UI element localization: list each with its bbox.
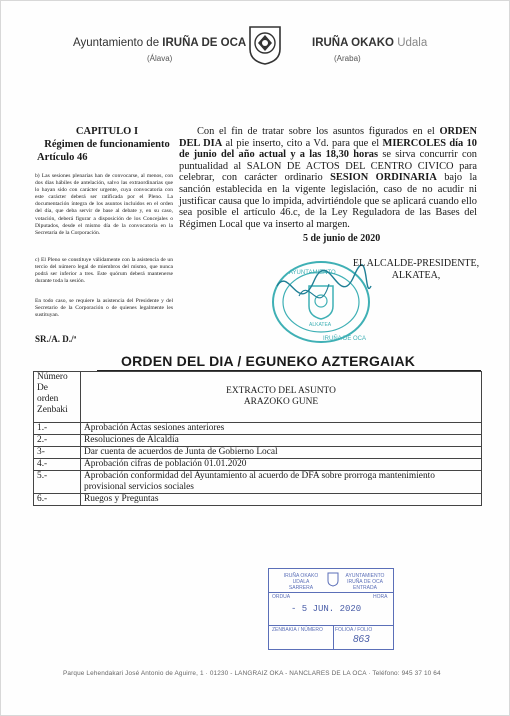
table-row [34, 435, 482, 447]
stamp-tl-1: IRUÑA OKAKO [283, 573, 319, 579]
row-number: 1.- [34, 423, 81, 435]
row-text: Aprobación cifras de población 01.01.2020 [81, 459, 482, 471]
row-number: 3- [34, 447, 81, 459]
header-orden: orden [37, 394, 59, 404]
body-part-3: al pie inserto, cito a Vd. para que el [222, 137, 383, 149]
body-part-4: MIERCOLES día 10 de junio del año actual y a las 18,30 horas [179, 137, 477, 161]
header-numero: Número [37, 372, 68, 382]
table-row [34, 494, 482, 506]
body-part-5: se sirva concurrir con puntualidad al SALON DE ACTOS DEL CENTRO CIVICO para celebrar, con carácter ordinario [179, 149, 478, 184]
header-left-sub: (Álava) [147, 54, 173, 63]
table-header-number [34, 372, 81, 423]
stamp-tr-1: AYUNTAMIENTO [345, 573, 385, 579]
stamp-tr-3: ENTRADA [353, 585, 377, 591]
header-left-name: IRUÑA DE OCA [162, 37, 247, 49]
alkatea-label: ALKATEA, [391, 270, 441, 281]
stamp-tl-3: SARRERA [288, 585, 314, 591]
stamp-divider-3 [333, 625, 334, 649]
stamp-tl-2: UDALA [292, 579, 310, 585]
articulo-title: Artículo 46 [37, 152, 88, 163]
paragraph-b: b) Las sesiones plenarias han de convocarse, al menos, con dos días hábiles de antelación, salvo las extraordinarias que lo hayan sido con carácter urgente, cuya convocatoria con este carácter deberá ser ratificada por el Pleno. La documentación íntegra de los asuntos incluidos en el orden del día, que deba servir de base al debate y, en su caso, votación, deberá figurar a disposición de los Concejales o Diputados, desde el mismo día de la convocatoria en la Secretaría de la Corporación. [35, 173, 173, 236]
paragraph-c: c) El Pleno se constituye válidamente con la asistencia de un tercio del número legal de miembros del mismo, que nunca podrá ser inferior a tres. Este quórum deberá mantenerse durante toda la sesión. [35, 257, 173, 285]
capitulo-title: CAPITULO I [75, 126, 139, 137]
row-text: Resoluciones de Alcaldía [81, 435, 482, 447]
stamp-top-right [339, 573, 391, 591]
stamp-hora: HORA [373, 594, 388, 600]
row-text: Aprobación Actas sesiones anteriores [81, 423, 482, 435]
stamp-date: - 5 JUN. 2020 [291, 604, 362, 614]
agenda-table [33, 371, 482, 506]
alcalde-label: EL ALCALDE-PRESIDENTE, [352, 258, 480, 269]
header-right-name: IRUÑA OKAKO [312, 37, 394, 49]
stamp-shield-icon [327, 572, 339, 587]
header-left-prefix: Ayuntamiento de [73, 37, 163, 49]
table-row [34, 471, 482, 494]
signature-block [351, 258, 481, 282]
row-number: 4.- [34, 459, 81, 471]
header-extracto: EXTRACTO DEL ASUNTO [226, 386, 336, 396]
paragraph-c2: En todo caso, se requiere la asistencia del Presidente y del Secretario de la Corporación o de quienes legalmente les sustituyan. [35, 298, 173, 319]
body-part-1: Con el fin de tratar sobre los asuntos figurados en el [197, 126, 440, 137]
seal-text-3: ALKATEA [309, 322, 332, 328]
header-de: De [37, 383, 48, 393]
row-text: Aprobación conformidad del Ayuntamiento al acuerdo de DFA sobre prorroga mantenimiento provisional servicios sociales [81, 471, 482, 494]
seal-text-1: AYUNTAMIENTO [289, 270, 336, 276]
seal-text-2: IRUÑA DE OCA [323, 336, 367, 342]
row-number: 2.- [34, 435, 81, 447]
stamp-divider-1 [269, 592, 393, 593]
registration-stamp [268, 568, 394, 650]
row-text: Dar cuenta de acuerdos de Junta de Gobierno Local [81, 447, 482, 459]
stamp-top-left [273, 573, 329, 591]
header-left [73, 37, 246, 49]
body-part-2: ORDEN DEL DIA [179, 126, 477, 149]
body-part-6: SESION ORDINARIA [330, 172, 437, 184]
header-right [312, 37, 427, 49]
convocation-text [179, 126, 477, 230]
table-header-row [34, 372, 482, 423]
table-row [34, 423, 482, 435]
table-row [34, 447, 482, 459]
agenda-title: ORDEN DEL DIA / EGUNEKO AZTERGAIAK [121, 353, 416, 369]
header-right-suffix: Udala [394, 37, 428, 49]
row-number: 5.- [34, 471, 81, 494]
stamp-divider-2 [269, 625, 393, 626]
recipient-salutation: SR./A. D./ª [35, 334, 77, 344]
table-row [34, 459, 482, 471]
stamp-folio-label: FOLIOA / FOLIO [335, 627, 373, 633]
stamp-tr-2: IRUÑA DE OCA [347, 579, 383, 585]
capitulo-heading [37, 125, 177, 164]
regimen-title: Régimen de funcionamiento [44, 139, 170, 150]
stamp-number: 863 [353, 634, 370, 645]
stamp-ordua: ORDUA [272, 594, 291, 600]
row-number: 6.- [34, 494, 81, 506]
body-part-7: bajo la sanción establecida en la vigente legislación, caso de no acudir ni justificar causa que lo impida, advirtiéndole que se aplicará cuando ello sea posible el artículo 46.c, de la Ley Reguladora de las Bases del Régimen Local que va inserto al margen. [179, 172, 477, 230]
document-date: 5 de junio de 2020 [303, 233, 381, 244]
header-zenbaki: Zenbaki [37, 405, 68, 415]
footer-address: Parque Lehendakari José Antonio de Aguirre, 1 · 01230 - LANGRAIZ OKA - NANCLARES DE LA OCA · Teléfono: 945 37 10 64 [63, 670, 441, 677]
stamp-number-label: ZENBAKIA / NÚMERO [272, 627, 323, 633]
row-text: Ruegos y Preguntas [81, 494, 482, 506]
header-arazoko: ARAZOKO GUNE [243, 397, 319, 407]
municipal-shield-icon [248, 23, 282, 65]
header-right-sub: (Araba) [334, 54, 361, 63]
table-header-extract [81, 372, 482, 423]
